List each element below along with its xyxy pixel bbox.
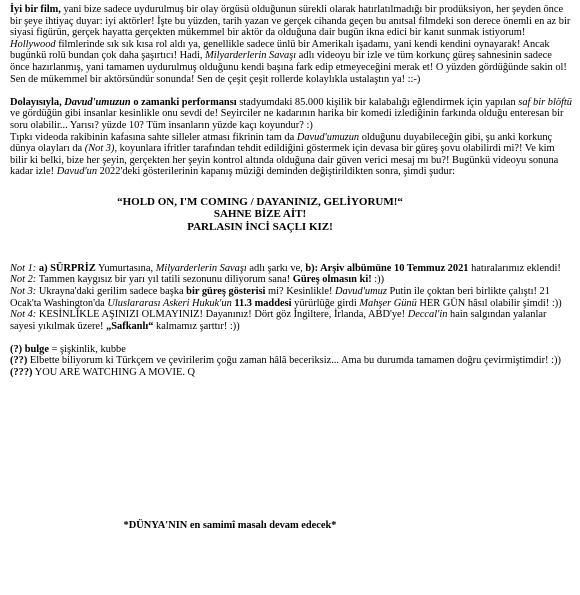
spacer [10,251,572,263]
paragraph-performance [10,97,572,132]
slaps-text-4: 2022'deki gösterilerinin kapanış müziği deminden değiştirildikten sonra, şimdi şudur: [97,166,456,178]
note-1 [10,263,572,275]
intro-text-3: adlı videoyu bir izle ve tüm korkunç güreş sahnesinin sadece önce hazırlanmış, yani tamamen uydurulmuş olduğunu kendi başına fark edip etmeyeceğini merak et! O yüzden gördüğünde sakin ol! Sen de mükemmel bir aktörsündür sonunda! Sen de çeşit çeşit rollerde kolaylıkla ustalaştın ya! ::-) [10,50,567,85]
performance-bold-2: o zamanki performansı [133,96,237,108]
note-4-italic: Deccal'in [407,309,448,321]
intro-bold: İyi bir film, [10,4,61,15]
glossary-1 [10,344,572,356]
hollywood-italic: Hollywood [10,38,56,50]
note-3-italic: Davud'umuz [335,285,387,297]
intro-text: yani bize sadece uydurulmuş bir olay örgüsü olduğunun sürekli olarak hatırlatılmadığı bir prodüksiyon, her şeyden önce bir şeye ihtiyaç duyar: iyi aktörler! İşte bu yüzden, tarih yazan ve gerçek cihanda geçen bu anıtsal filmdeki son derece önemli en az bir siyasi figürün, gerçek hayatta gerçekten mükemmel bir aktör da olduğuna dair bugün ikna edici bir kanıt sunmak istiyorum! [10,4,571,39]
note-4-bold: „Safkanlı“ [106,320,154,332]
spacer [10,178,572,196]
note-3-text-3: Putin ile çoktan beri birlikte çalıştı! 21 Ocak'ta Washington'da [10,285,550,309]
davud-italic: Davud'umuzun [296,131,360,143]
note-1-archive: b): Arşiv albümüne 10 Temmuz 2021 [305,262,469,274]
spacer [10,85,572,97]
note-3-label: Not 3: [10,285,37,297]
note-3 [10,286,572,309]
note-1-label: Not 1: [10,262,37,274]
video-title-italic: Milyarderlerin Savaşı [205,50,297,62]
note-4 [10,309,572,332]
glossary-3-bold: (???) [10,367,33,379]
glossary-2-bold: (??) [10,355,28,367]
bluff-italic: saf bir blöftü [518,96,572,108]
note-1-text-3: hatıralarımız eklendi! [468,262,561,274]
note-1-text-2: adlı şarkı ve, [246,262,306,274]
performance-text-2: ve gördüğün gibi insanlar kesinlikle onu sevdi de! Seyirciler ne kadarının harika bir komedi izlediğinin farkında olduğu enteresan bir soru olabilir... Yarısı? yüzde 10? Tüm insanların yüzde kaçı koyundur? :) [10,108,564,131]
paragraph-slaps [10,132,572,178]
glossary-1-text: = şişkinlik, kubbe [48,343,126,355]
note-3-text-4: yürürlüğe girdi [291,297,360,309]
performance-bold: Dolayısıyla, [10,96,62,108]
davud-italic-2: Davud'un [56,166,98,178]
davud-bold-italic: Davud'umuzun [64,96,131,108]
note-3-italic-3: Mahşer Günü [359,297,417,309]
song-line-3: PARLASIN İNCİ SAÇLI KIZ! [187,220,333,233]
note3-ref-italic: (Not 3), [84,143,118,155]
glossary-2 [10,355,572,367]
performance-text: stadyumdaki 85.000 kişilik bir kalabalığı eğlendirmek için yapılan [236,96,519,108]
song-title-block [10,196,470,233]
note-4-text-3: kalmamız şarttır! :)) [153,320,240,332]
note-3-bold: bir güreş gösterisi [186,285,266,297]
note-1-text: Yumurtasına, [95,262,156,274]
glossary-2-text: Elbette biliyorum ki Türkçem ve çevirilerim çoğu zaman hâlâ beceriksiz... Ama bu durumda tamamen doğru çevirmiştimdir! :)) [27,355,561,367]
intro-text-2: filmlerinde sık sık kısa rol aldı ya, genellikle sadece ünlü bir Amerikalı işadamı, yani kendi kendini oynayarak! Ancak bugünkü rolü bundan çok daha şaşırtıcı! Hadi, [10,38,550,62]
slaps-text: Tıpkı videoda rakibinin kafasına sahte silleler atması fikrinin tam da [10,131,297,143]
spacer [10,332,572,344]
note-4-label: Not 4: [10,309,37,321]
document-body [10,4,572,379]
song-line-2: SAHNE BİZE AİT! [213,208,307,221]
note-3-text: Ukrayna'daki gerilim sadece başka [36,285,187,297]
note-1-surprise: a) SÜRPRİZ [36,262,96,274]
note-4-text: KESİNLİKLE AŞINIZI OLMAYINIZ! Dayanınız! Dört göz İngiltere, İrlanda, ABD'ye! [36,309,408,321]
glossary-3-text: YOU ARE WATCHING A MOVIE. Q [32,367,196,379]
note-2-text: Tammen kaygısız bir yarı yıl tatili sezonunu diliyorum sana! [36,274,293,286]
note-4-text-2: hain salgından yalanlar sayesi yıkılmak üzere! [10,309,547,332]
note-2 [10,274,572,286]
song-line-1: “HOLD ON, I'M COMING / DAYANINIZ, GELİYORUM!“ [117,195,403,208]
note-2-bold: Güreş olmasın ki! [292,274,372,286]
glossary-1-bold: (?) bulge [10,343,49,355]
note-3-text-2: mi? Kesinlikle! [265,285,335,297]
slaps-text-3: koyunlara ifritler tarafından tehdit edildiğini göstermek için devasa bir güreş şovu olabilirdi mi?! Ve kim bilir ki belki, bize her şeyin, gerçekten her şeyin kontrol altında olduğuna dair güven verici mesaj mı bu?! Bugünkü videoyu sonuna kadar izle! [10,143,559,178]
note-3-bold-2: 11.3 maddesi [231,297,292,309]
note-2-text-2: :)) [371,274,385,286]
note-1-italic: Milyarderlerin Savaşı [155,262,247,274]
ending-line: *DÜNYA'NIN en samimî masalı devam edecek* [123,520,337,531]
paragraph-intro [10,4,572,85]
slaps-text-2: olduğunu duyabileceğin gibi, şu anki korkunç dünya olayları da [10,131,553,155]
note-2-label: Not 2: [10,274,37,286]
spacer [10,233,572,251]
note-3-italic-2: Uluslararası Askeri Hukuk'un [107,297,232,309]
note-3-text-5: HER GÜN hâsıl olabilir şimdi! :)) [416,297,562,309]
glossary-3 [10,367,572,379]
